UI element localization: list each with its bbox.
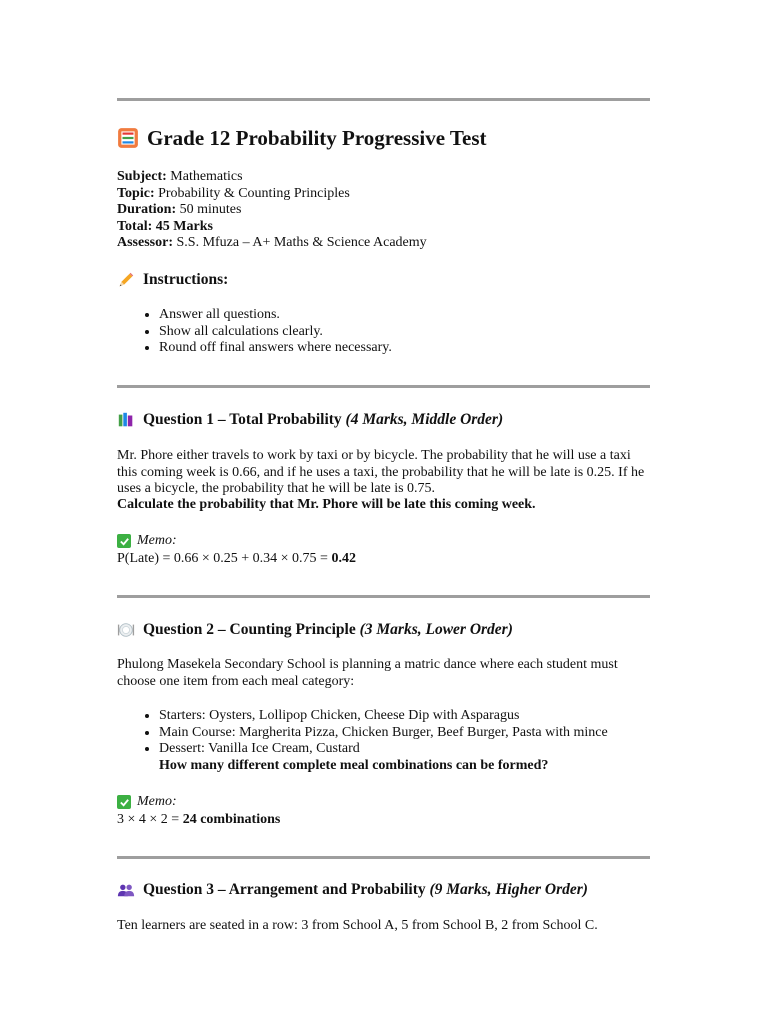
test-metadata bbox=[117, 169, 427, 252]
divider bbox=[117, 98, 650, 101]
people-icon bbox=[117, 881, 135, 899]
title-text: Grade 12 Probability Progressive Test bbox=[147, 126, 487, 150]
list-item: • Show all calculations clearly. bbox=[159, 324, 392, 341]
check-icon bbox=[117, 795, 131, 809]
list-item: • Starters: Oysters, Lollipop Chicken, Cheese Dip with Asparagus bbox=[159, 708, 608, 725]
instructions-heading: Instructions: bbox=[117, 270, 228, 290]
books-icon bbox=[117, 411, 135, 429]
pencil-icon bbox=[117, 271, 135, 289]
instructions-list bbox=[117, 307, 392, 357]
meta-assessor: Assessor: S.S. Mfuza – A+ Maths & Science Academy bbox=[117, 235, 427, 250]
meta-subject: Subject: Mathematics bbox=[117, 169, 243, 184]
divider bbox=[117, 385, 650, 388]
list-item: • Main Course: Margherita Pizza, Chicken Burger, Beef Burger, Pasta with mince bbox=[159, 725, 608, 742]
question-2-text: Phulong Masekela Secondary School is planning a matric dance where each student must choose one item from each meal category: bbox=[117, 657, 618, 689]
question-2-memo-answer: 3 × 4 × 2 = 24 combinations bbox=[117, 812, 281, 827]
question-2-memo-label: Memo: bbox=[117, 793, 177, 811]
divider bbox=[117, 595, 650, 598]
meta-duration: Duration: 50 minutes bbox=[117, 202, 242, 217]
abacus-icon bbox=[117, 127, 139, 149]
question-1-memo-answer: P(Late) = 0.66 × 0.25 + 0.34 × 0.75 = 0.42 bbox=[117, 551, 356, 566]
question-3-heading: Question 3 – Arrangement and Probability (9 Marks, Higher Order) bbox=[117, 880, 588, 900]
list-item: • Dessert: Vanilla Ice Cream, Custard bbox=[159, 741, 608, 758]
list-item: • Answer all questions. bbox=[159, 307, 392, 324]
question-1-heading: Question 1 – Total Probability (4 Marks, Middle Order) bbox=[117, 410, 503, 430]
list-item: • Round off final answers where necessary. bbox=[159, 340, 392, 357]
divider bbox=[117, 856, 650, 859]
page-title bbox=[117, 125, 487, 151]
question-2-prompt: How many different complete meal combinations can be formed? bbox=[159, 758, 549, 773]
question-1-text: Mr. Phore either travels to work by taxi or by bicycle. The probability that he will use a taxi this coming week is 0.66, and if he uses a taxi, the probability that he will be late is 0.25. If he uses a bicycle, the probability that he will be late is 0.75. bbox=[117, 448, 645, 496]
question-3-text: Ten learners are seated in a row: 3 from School A, 5 from School B, 2 from School C. bbox=[117, 918, 598, 933]
question-1-prompt: Calculate the probability that Mr. Phore will be late this coming week. bbox=[117, 497, 536, 512]
plate-icon bbox=[117, 621, 135, 639]
meal-category-list bbox=[117, 708, 608, 758]
question-1-memo-label: Memo: bbox=[117, 532, 177, 550]
meta-total: Total: 45 Marks bbox=[117, 218, 213, 234]
question-2-heading: Question 2 – Counting Principle (3 Marks, Lower Order) bbox=[117, 620, 513, 640]
check-icon bbox=[117, 534, 131, 548]
meta-topic: Topic: Probability & Counting Principles bbox=[117, 185, 350, 201]
